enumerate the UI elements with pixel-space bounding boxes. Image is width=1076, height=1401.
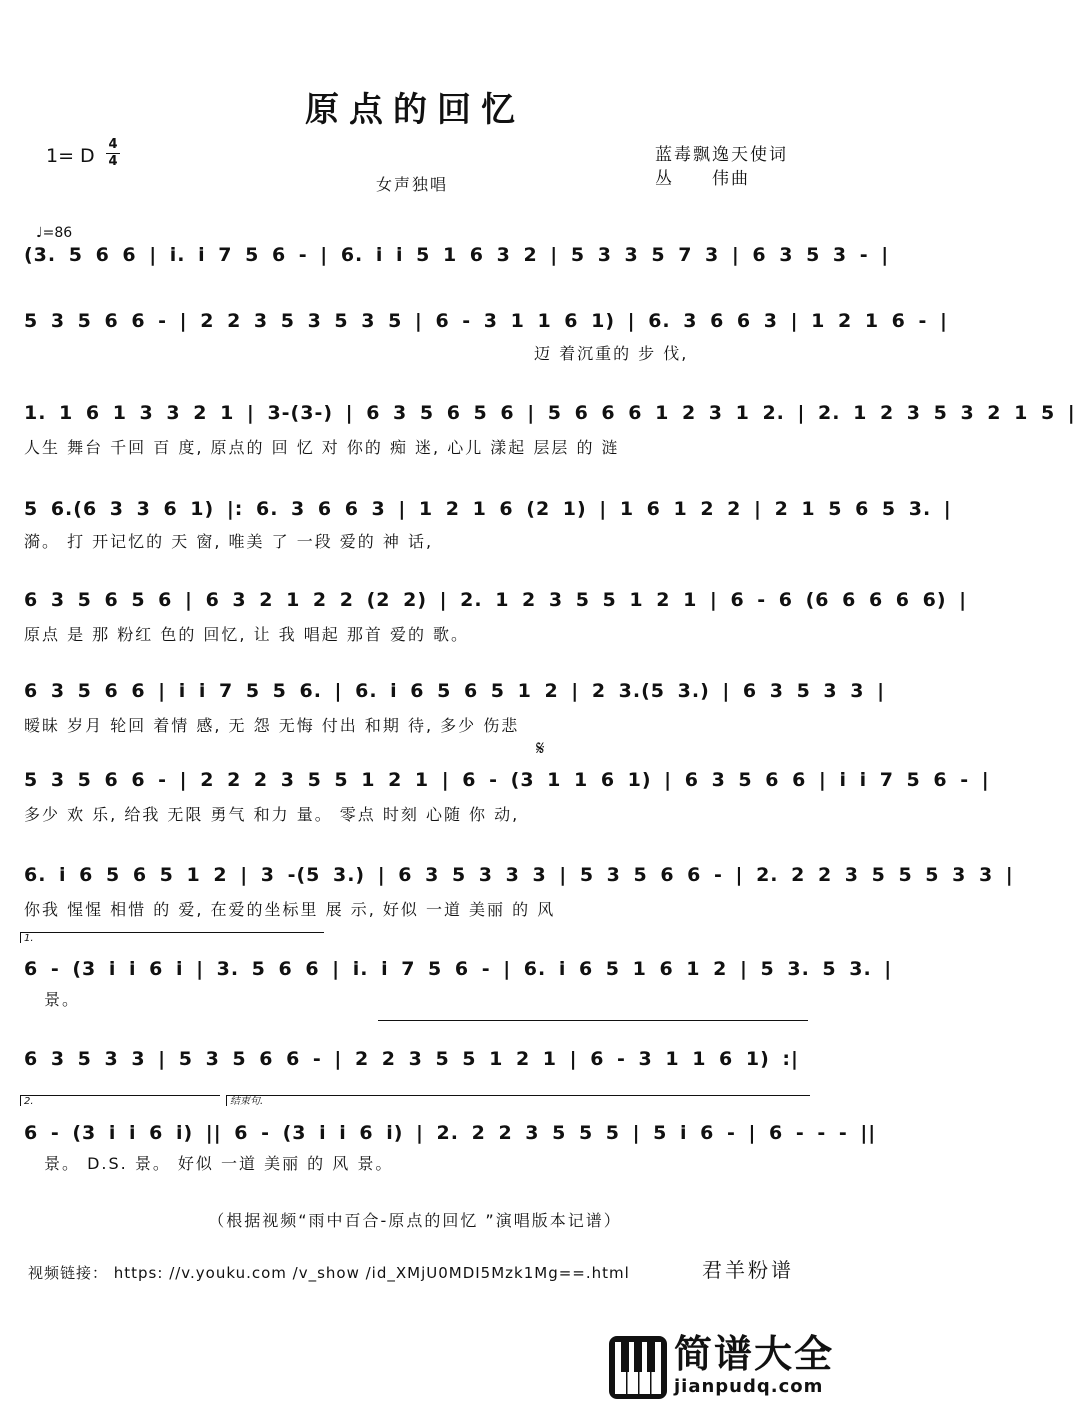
- stave-notes: 1. 1 6 1 3 3 2 1 | 3-(3-) | 6 3 5 6 5 6 | 5 6 6 6 1 2 3 1 2. | 2. 1 2 3 5 3 2 1 5 |: [24, 402, 1076, 424]
- stave-lyrics: 漪。 打 开记忆的 天 窗, 唯美 了 一段 爱的 神 话,: [24, 532, 434, 551]
- video-link[interactable]: 视频链接： https: //v.youku.com /v_show /id_XMjU0MDI5Mzk1Mg==.html: [28, 1264, 630, 1282]
- stave-lyrics: 景。: [44, 990, 81, 1009]
- stave-notes: 6 3 5 6 5 6 | 6 3 2 1 2 2 (2 2) | 2. 1 2 3 5 5 1 2 1 | 6 - 6 (6 6 6 6 6) |: [24, 589, 968, 611]
- volta-bracket-1: 1.: [20, 932, 324, 943]
- time-signature: [106, 138, 120, 169]
- logo-url: jianpudq.com: [674, 1376, 824, 1397]
- time-signature-top: 4: [108, 137, 118, 152]
- ending-bracket: 结束句.: [226, 1095, 810, 1106]
- performance-note: 女声独唱: [376, 175, 449, 194]
- score-title: 原点的回忆: [305, 90, 525, 130]
- stave-notes: 6 - (3 i i 6 i) || 6 - (3 i i 6 i) | 2. 2 2 3 5 5 5 | 5 i 6 - | 6 - - - ||: [24, 1122, 877, 1144]
- composer-credit: 丛 伟曲: [655, 169, 750, 189]
- stave-lyrics: 你我 惺惺 相惜 的 爱, 在爱的坐标里 展 示, 好似 一道 美丽 的 风: [24, 900, 556, 919]
- stave-lyrics: 迈 着沉重的 步 伐,: [534, 344, 689, 363]
- stave-notes: 6. i 6 5 6 5 1 2 | 3 -(5 3.) | 6 3 5 3 3 3 | 5 3 5 6 6 - | 2. 2 2 3 5 5 5 3 3 |: [24, 864, 1014, 886]
- stave-notes: 5 3 5 6 6 - | 2 2 2 3 5 5 1 2 1 | 6 - (3 1 1 6 1) | 6 3 5 6 6 | i i 7 5 6 - |: [24, 769, 990, 791]
- stave-notes: 6 - (3 i i 6 i | 3. 5 6 6 | i. i 7 5 6 - | 6. i 6 5 1 6 1 2 | 5 3. 5 3. |: [24, 958, 893, 980]
- transcriber-signature: 君羊粉谱: [702, 1258, 794, 1282]
- piano-icon: [608, 1334, 668, 1401]
- stave-notes: (3. 5 6 6 | i. i 7 5 6 - | 6. i i 5 1 6 3 2 | 5 3 3 5 7 3 | 6 3 5 3 - |: [24, 244, 890, 266]
- stave-lyrics: 暧昧 岁月 轮回 着情 感, 无 怨 无悔 付出 和期 待, 多少 伤悲: [24, 716, 520, 735]
- stave-notes: 5 6.(6 3 3 6 1) |: 6. 3 6 6 3 | 1 2 1 6 (2 1) | 1 6 1 2 2 | 2 1 5 6 5 3. |: [24, 498, 952, 520]
- site-logo[interactable]: [608, 1332, 835, 1401]
- stave-lyrics: 原点 是 那 粉红 色的 回忆, 让 我 唱起 那首 爱的 歌。: [24, 625, 470, 644]
- source-note: （根据视频“雨中百合-原点的回忆 ”演唱版本记谱）: [208, 1211, 622, 1230]
- stave-notes: 6 3 5 6 6 | i i 7 5 5 6. | 6. i 6 5 6 5 1 2 | 2 3.(5 3.) | 6 3 5 3 3 |: [24, 680, 886, 702]
- lyricist-credit: 蓝毒飘逸天使词: [655, 145, 788, 165]
- stave-lyrics: 多少 欢 乐, 给我 无限 勇气 和力 量。 零点 时刻 心随 你 动,: [24, 805, 520, 824]
- key-signature: 1= D: [46, 145, 95, 167]
- tempo-marking: ♩=86: [36, 225, 73, 241]
- continuation-bracket: [378, 1020, 808, 1021]
- stave-notes: 5 3 5 6 6 - | 2 2 3 5 3 5 3 5 | 6 - 3 1 1 6 1) | 6. 3 6 6 3 | 1 2 1 6 - |: [24, 310, 948, 332]
- time-signature-bottom: 4: [108, 154, 118, 169]
- stave-lyrics: 景。 D.S. 景。 好似 一道 美丽 的 风 景。: [44, 1154, 394, 1173]
- stave-lyrics: 人生 舞台 千回 百 度, 原点的 回 忆 对 你的 痴 迷, 心儿 漾起 层层 的 涟: [24, 438, 620, 457]
- volta-bracket-2: 2.: [20, 1095, 220, 1106]
- stave-notes: 6 3 5 3 3 | 5 3 5 6 6 - | 2 2 3 5 5 1 2 1 | 6 - 3 1 1 6 1) :|: [24, 1048, 799, 1070]
- segno-sign: 𝄋: [536, 736, 545, 760]
- logo-text: 简谱大全: [674, 1332, 835, 1376]
